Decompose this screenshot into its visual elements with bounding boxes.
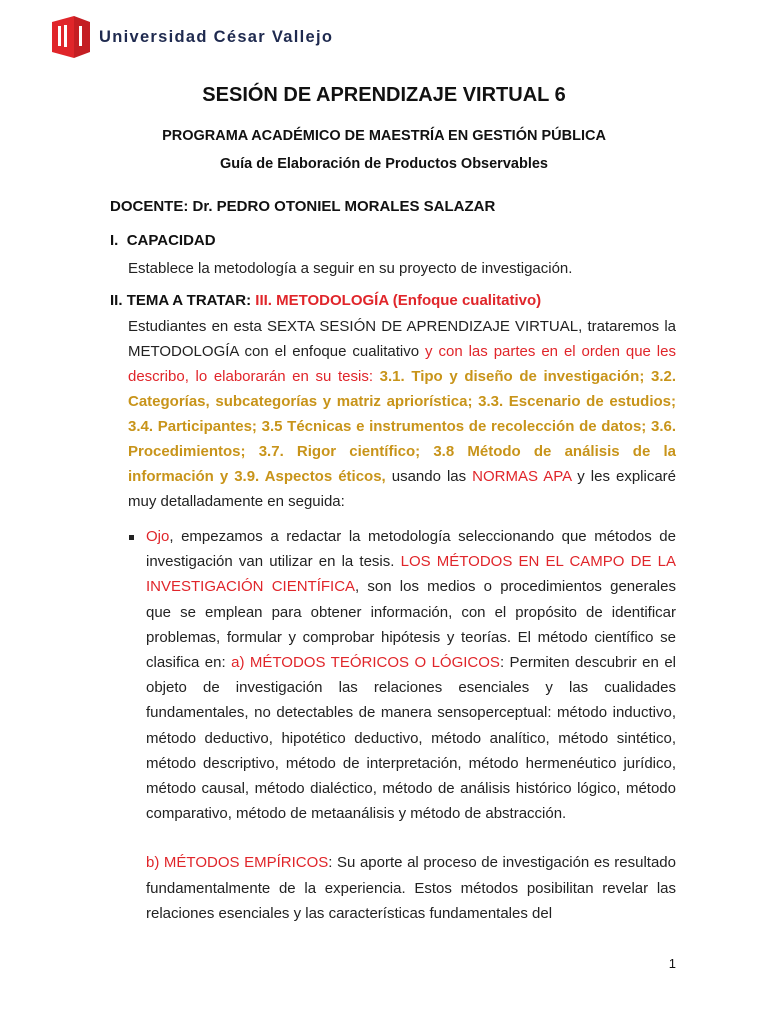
metodos-bullet-paragraph xyxy=(146,524,676,826)
section-tema-heading xyxy=(110,292,541,309)
tema-using: usando las xyxy=(391,468,467,485)
metodos-empiricos-paragraph xyxy=(146,850,676,927)
ojo-word: Ojo xyxy=(146,528,170,545)
bullet-text-3: : Permiten descubrir en el objeto de investigación las relaciones esenciales y las cualidades fundamentales, no detectables de manera sensoperceptual: método inductivo, método deductivo, hipotético deductivo, método analítico, método sintético, método descriptivo, método de interpretación, método hermenéutico jurídico, método causal, método dialéctico, método de análisis histórico lógico, método comparativo, método de metaanálisis y método de abstracción. xyxy=(146,654,676,823)
tema-red-text: y con las partes en el orden que les describo, lo elaborarán en su tesis: xyxy=(128,343,676,385)
metodos-campo-heading: LOS MÉTODOS EN EL CAMPO DE LA INVESTIGACIÓN CIENTÍFICA xyxy=(146,553,676,596)
university-name: Universidad César Vallejo xyxy=(99,27,334,46)
metodos-teoricos-heading: a) MÉTODOS TEÓRICOS O LÓGICOS xyxy=(231,654,500,672)
bullet-text-2: , son los medios o procedimientos generales que se emplean para obtener información, con el propósito de identificar problemas, formular y comprobar hipótesis y teorías. El método científico se clasifica en: xyxy=(146,578,676,672)
program-title: PROGRAMA ACADÉMICO DE MAESTRÍA EN GESTIÓN PÚBLICA xyxy=(162,128,606,144)
bullet-text-4: : Su aporte al proceso de investigación es resultado fundamentalmente de la experiencia. Estos métodos posibilitan revelar las relaciones esenciales y las características fundamentales del xyxy=(146,854,676,922)
section-number: II. xyxy=(110,292,123,309)
docente-line: DOCENTE: Dr. PEDRO OTONIEL MORALES SALAZAR xyxy=(110,198,496,215)
page-title: SESIÓN DE APRENDIZAJE VIRTUAL 6 xyxy=(202,84,566,106)
bullet-marker xyxy=(129,535,134,540)
section-heading: CAPACIDAD xyxy=(126,232,216,249)
tema-intro: Estudiantes en esta SEXTA SESIÓN DE APRENDIZAJE VIRTUAL, trataremos la METODOLOGÍA con el enfoque cualitativo xyxy=(128,318,676,360)
section-number: I. xyxy=(110,232,119,249)
section-capacidad-heading xyxy=(110,232,216,249)
ucv-logo-icon xyxy=(52,16,90,58)
university-logo xyxy=(52,16,333,58)
capacidad-text: Establece la metodología a seguir en su proyecto de investigación. xyxy=(128,260,573,277)
metodos-empiricos-heading: b) MÉTODOS EMPÍRICOS xyxy=(146,854,329,871)
section-topic: III. METODOLOGÍA (Enfoque cualitativo) xyxy=(255,292,542,309)
tema-paragraph xyxy=(128,314,676,514)
guide-title: Guía de Elaboración de Productos Observables xyxy=(220,156,548,172)
section-heading: TEMA A TRATAR: xyxy=(126,292,252,309)
page-number: 1 xyxy=(668,956,676,971)
tema-parts-list: 3.1. Tipo y diseño de investigación; 3.2. Categorías, subcategorías y matriz apriorística; 3.3. Escenario de estudios; 3.4. Participantes; 3.5 Técnicas e instrumentos de recolección de datos; 3.6. Procedimientos; 3.7. Rigor científico; 3.8 Método de análisis de la información y 3.9. Aspectos éticos, xyxy=(128,368,676,485)
normas-apa: NORMAS APA xyxy=(472,468,572,485)
tema-end: y les explicaré muy detalladamente en seguida: xyxy=(128,468,677,510)
bullet-text-1: , empezamos a redactar la metodología seleccionando que métodos de investigación van utilizar en la tesis. xyxy=(146,528,676,571)
